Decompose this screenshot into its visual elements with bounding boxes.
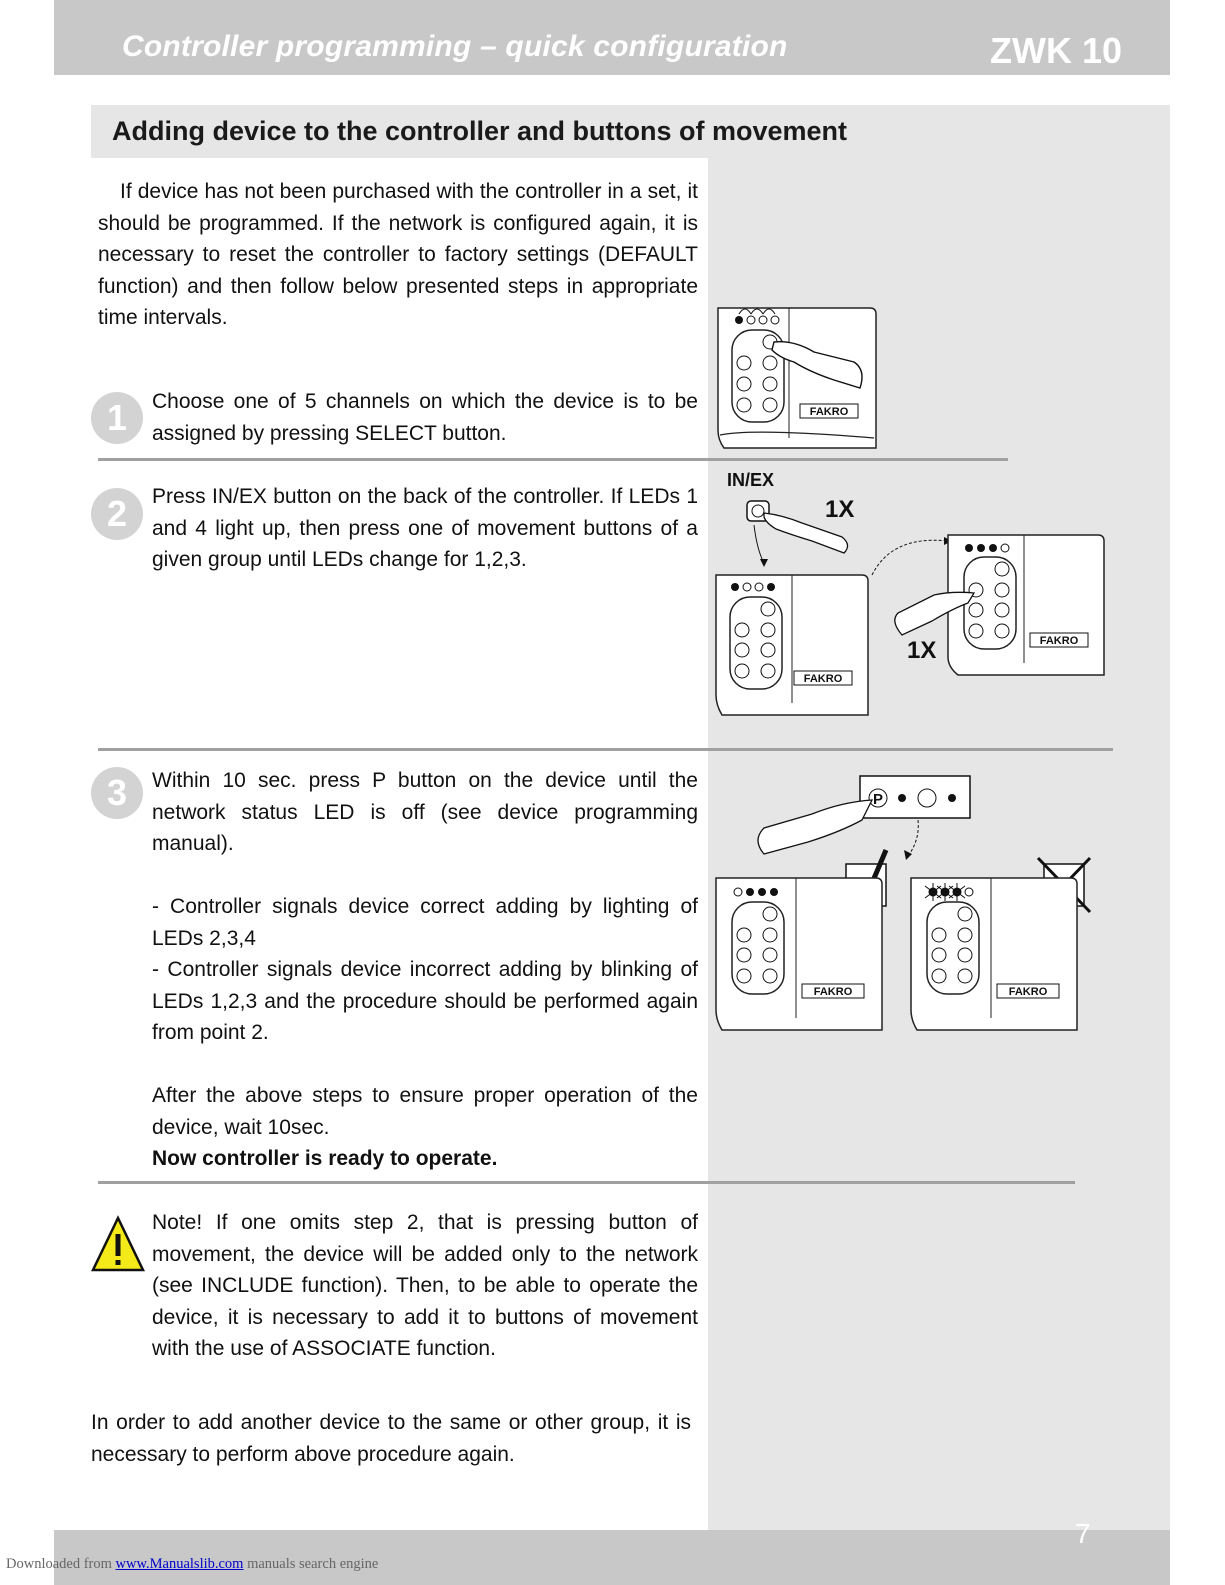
hand-icon — [712, 770, 1102, 1038]
p-button-label: P — [872, 791, 884, 808]
divider — [98, 458, 1008, 461]
brand-logo: FAKRO — [813, 986, 853, 998]
brand-logo: FAKRO — [809, 406, 849, 418]
remote-controller-icon — [714, 300, 884, 455]
closing-paragraph: In order to add another device to the same or other group, it is necessary to perform above procedure again. — [91, 1411, 691, 1466]
download-credit — [6, 1556, 378, 1573]
step-2-text: Press IN/EX button on the back of the controller. If LEDs 1 and 4 light up, then press one of movement buttons of a given group until LEDs change for 1,2,3. — [152, 485, 698, 571]
brand-logo: FAKRO — [1039, 635, 1079, 647]
step-3-text: Within 10 sec. press P button on the device until the network status LED is off (see device programming manual). — [152, 769, 698, 855]
page-number: 7 — [1075, 1518, 1091, 1549]
hand-icon — [712, 495, 1112, 720]
step-3-after: After the above steps to ensure proper operation of the device, wait 10sec. — [152, 1084, 698, 1139]
brand-logo: FAKRO — [1008, 986, 1048, 998]
step-3-correct-signal: - Controller signals device correct adding by lighting of LEDs 2,3,4 — [152, 895, 698, 950]
step-2-number: 2 — [91, 488, 143, 540]
manualslib-link[interactable]: www.Manualslib.com — [115, 1556, 244, 1572]
press-once-label: 1X — [825, 496, 855, 523]
inex-label: IN/EX — [727, 470, 775, 490]
step-3-incorrect-signal: - Controller signals device incorrect adding by blinking of LEDs 1,2,3 and the procedure should be performed again from point 2. — [152, 958, 698, 1044]
download-prefix: Downloaded from — [6, 1556, 112, 1572]
step-3-number: 3 — [91, 767, 143, 819]
step-3-ready: Now controller is ready to operate. — [152, 1147, 498, 1170]
note-text: Note! If one omits step 2, that is pressing button of movement, the device will be added only to the network (see INCLUDE function). Then, to be able to operate the device, it is necessary to add it to buttons of movement with the use of ASSOCIATE function. — [152, 1211, 698, 1360]
page-header-title: Controller programming – quick configuration — [122, 30, 788, 63]
press-once-label: 1X — [907, 637, 937, 664]
model-name: ZWK 10 — [990, 30, 1123, 71]
brand-logo: FAKRO — [803, 673, 843, 685]
divider — [98, 748, 1113, 751]
step-1-number: 1 — [91, 392, 143, 444]
section-title: Adding device to the controller and buttons of movement — [112, 116, 848, 146]
intro-paragraph: If device has not been purchased with the controller in a set, it should be programmed. If the network is configured again, it is necessary to reset the controller to factory settings (DEFAULT function) and then follow below presented steps in appropriate time intervals. — [98, 180, 698, 329]
divider — [98, 1181, 1075, 1184]
warning-icon — [90, 1215, 146, 1273]
step-1-text: Choose one of 5 channels on which the device is to be assigned by pressing SELECT button. — [152, 390, 698, 445]
download-tagline: manuals search engine — [243, 1556, 379, 1572]
